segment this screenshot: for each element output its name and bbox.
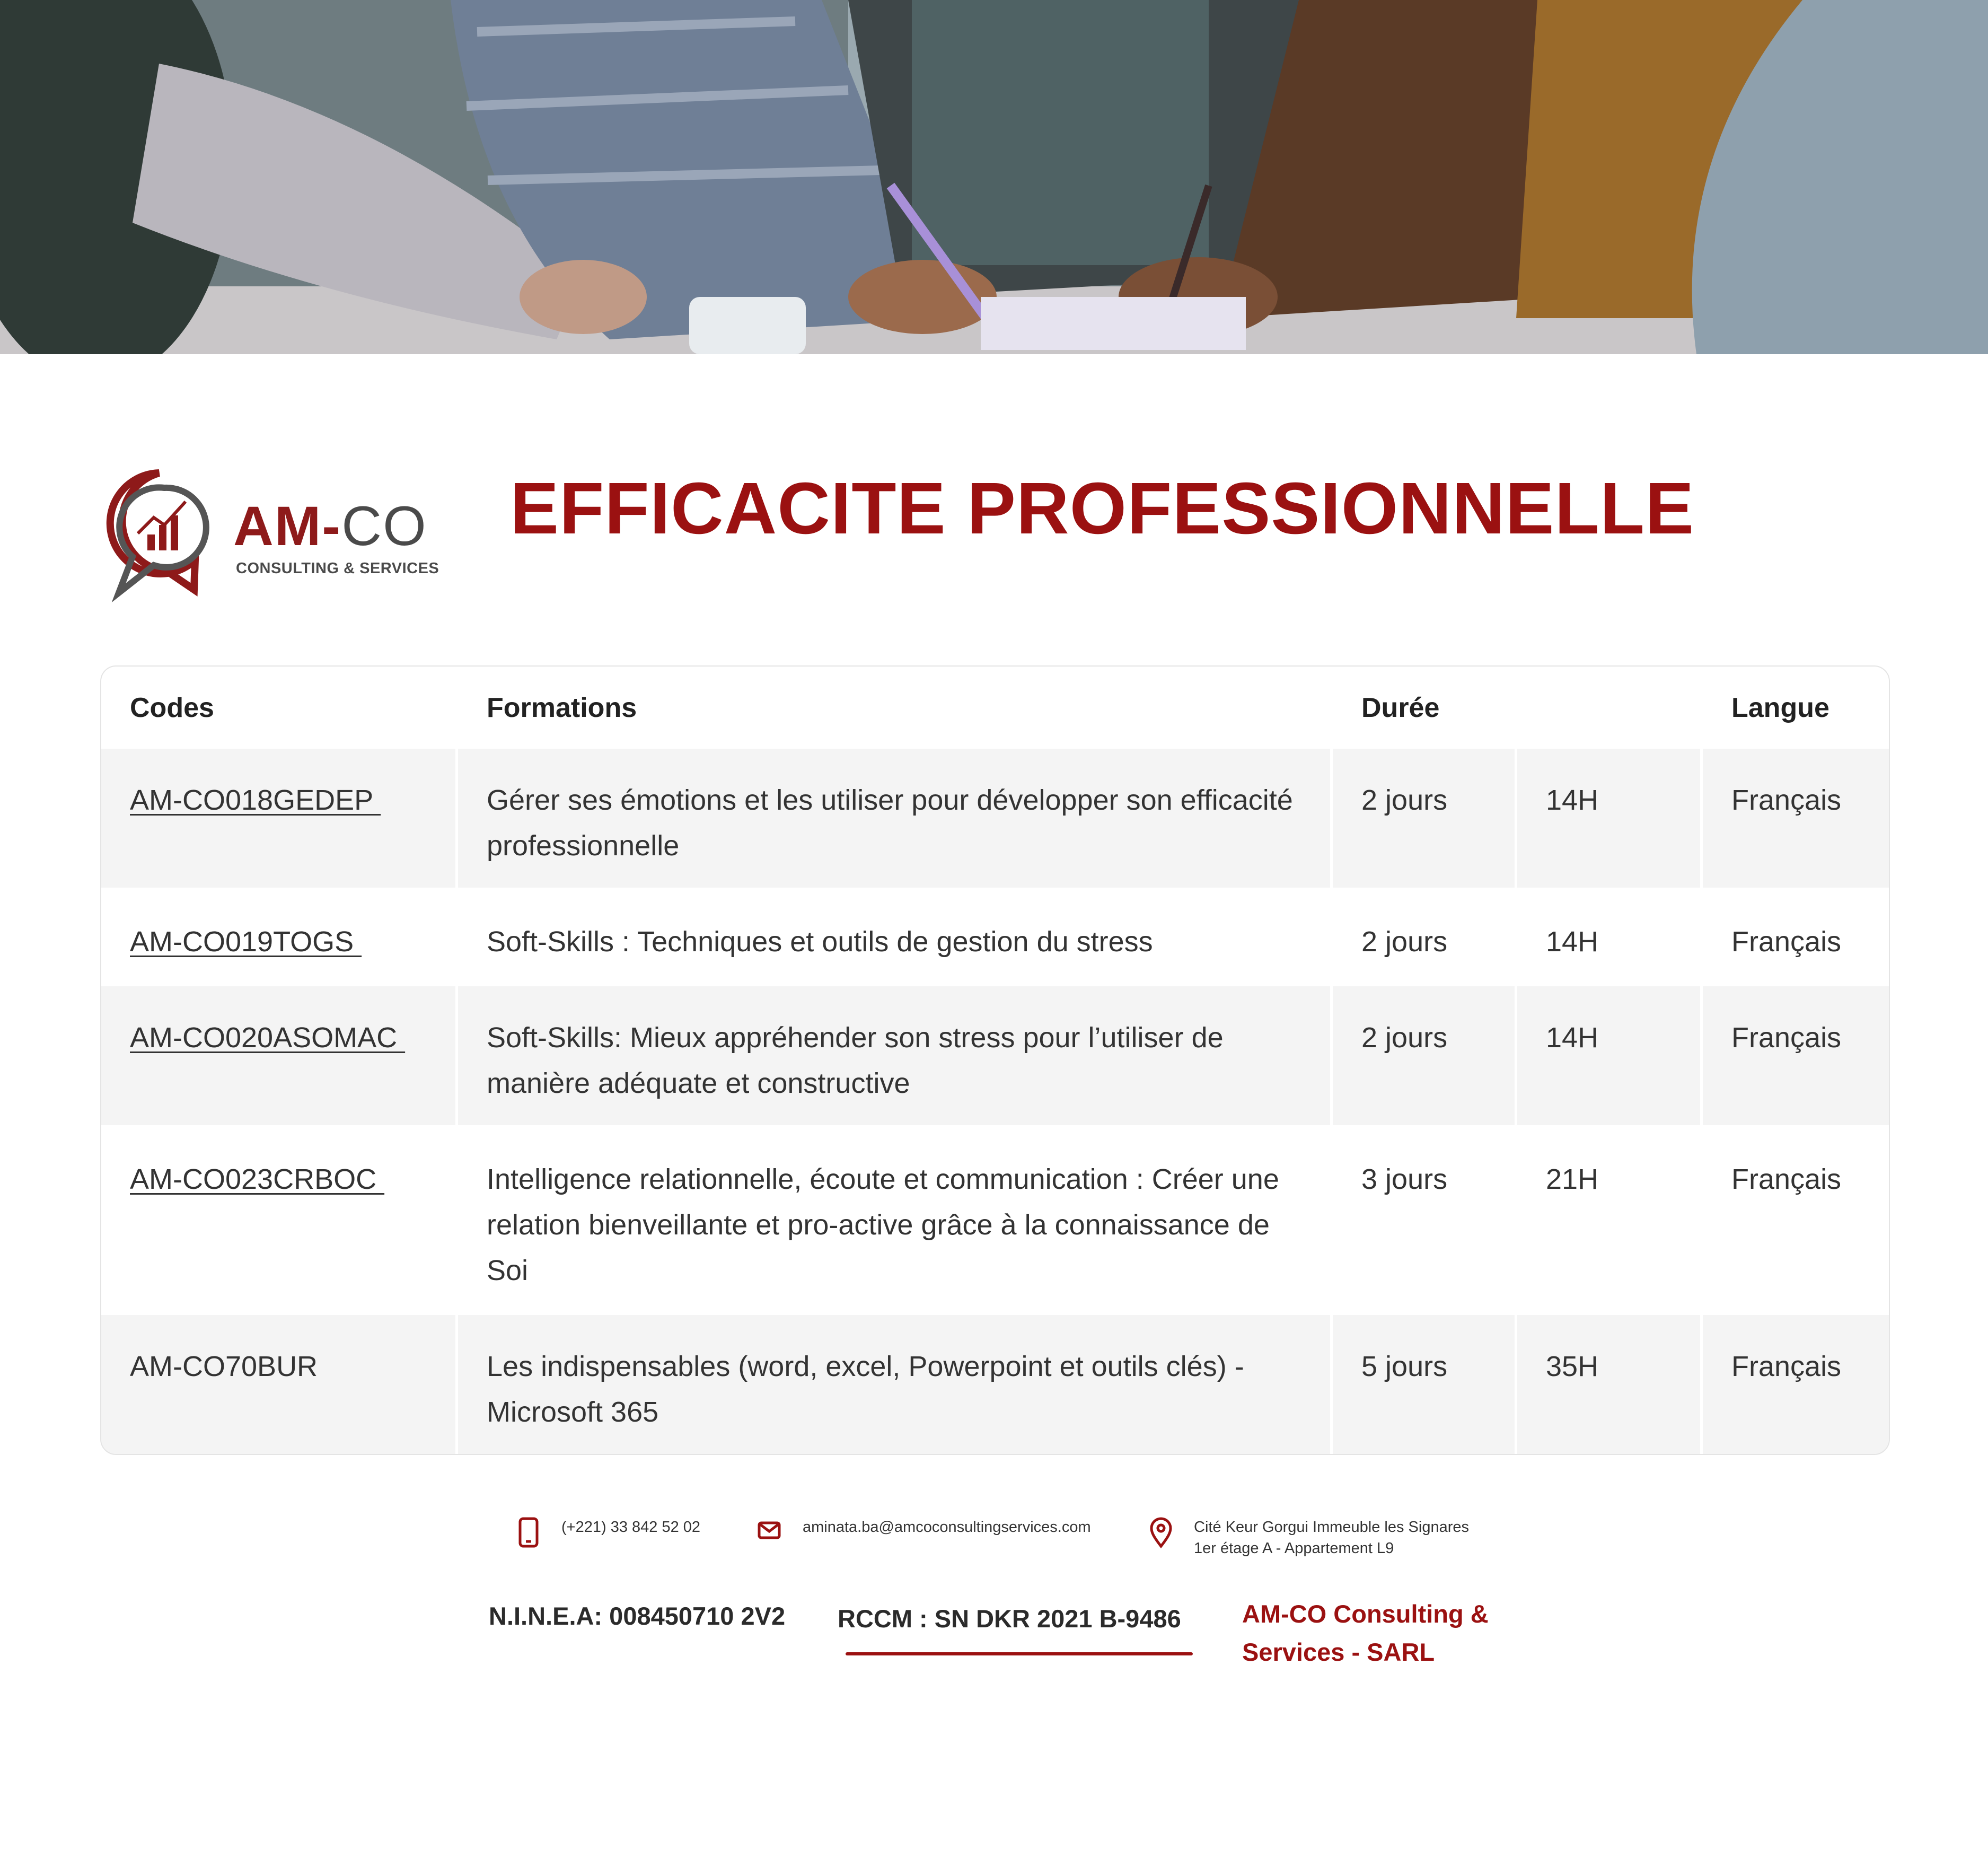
page-title: EFFICACITE PROFESSIONNELLE — [510, 468, 1695, 549]
email-address: aminata.ba@amcoconsultingservices.com — [803, 1519, 1091, 1536]
table-row — [101, 749, 1889, 888]
cell-langue: Français — [1703, 888, 1889, 984]
cell-duree: 5 jours — [1333, 1312, 1517, 1454]
ninea: N.I.N.E.A: 008450710 2V2 — [489, 1602, 786, 1630]
speech-bubble-chart-icon — [101, 467, 233, 604]
course-code-link[interactable]: AM-CO020ASOMAC — [130, 1022, 406, 1054]
table-row — [101, 1125, 1889, 1312]
cell-heures: 14H — [1517, 888, 1703, 984]
company-line-2: Services - SARL — [1242, 1638, 1435, 1666]
logo-subtitle: CONSULTING & SERVICES — [236, 560, 439, 577]
cell-formation: Soft-Skills : Techniques et outils de gestion du stress — [458, 888, 1333, 984]
footer-email — [757, 1517, 1091, 1548]
formations-table — [100, 665, 1890, 1455]
footer-address — [1149, 1517, 1469, 1559]
course-code-link[interactable]: AM-CO023CRBOC — [130, 1163, 385, 1195]
cell-code — [101, 749, 458, 888]
cell-formation: Gérer ses émotions et les utiliser pour développer son efficacité professionnelle — [458, 749, 1333, 888]
cell-langue: Français — [1703, 1125, 1889, 1312]
logo-wordmark — [233, 495, 427, 557]
table-row — [101, 888, 1889, 984]
company-line-1: AM-CO Consulting & — [1242, 1600, 1489, 1628]
table-row — [101, 984, 1889, 1125]
course-code-link[interactable]: AM-CO018GEDEP — [130, 784, 381, 816]
cell-duree: 3 jours — [1333, 1125, 1517, 1312]
cell-langue: Français — [1703, 1312, 1889, 1454]
location-pin-icon — [1149, 1517, 1173, 1548]
course-code-link[interactable]: AM-CO019TOGS — [130, 926, 362, 958]
header-heures — [1517, 667, 1703, 749]
footer-phone — [517, 1517, 700, 1548]
address-line-2: 1er étage A - Appartement L9 — [1194, 1540, 1394, 1557]
table-row — [101, 1312, 1889, 1454]
cell-code — [101, 1312, 458, 1454]
cell-heures: 14H — [1517, 749, 1703, 888]
header-langue: Langue — [1703, 667, 1889, 749]
logo-word-co: CO — [341, 495, 427, 557]
company-name — [1242, 1595, 1489, 1671]
course-code: AM-CO70BUR — [130, 1351, 318, 1382]
cell-duree: 2 jours — [1333, 888, 1517, 984]
logo-word-dash: - — [322, 495, 342, 557]
cell-heures: 21H — [1517, 1125, 1703, 1312]
cell-langue: Français — [1703, 984, 1889, 1125]
cell-langue: Français — [1703, 749, 1889, 888]
phone-number: (+221) 33 842 52 02 — [561, 1519, 701, 1536]
address-text — [1194, 1517, 1469, 1559]
cell-duree: 2 jours — [1333, 984, 1517, 1125]
header-duree: Durée — [1333, 667, 1517, 749]
address-line-1: Cité Keur Gorgui Immeuble les Signares — [1194, 1519, 1470, 1536]
rccm-underline — [846, 1652, 1193, 1655]
hero-photo — [0, 0, 1988, 354]
phone-icon — [517, 1517, 540, 1548]
cell-heures: 14H — [1517, 984, 1703, 1125]
header-codes: Codes — [101, 667, 458, 749]
header-formations: Formations — [458, 667, 1333, 749]
mail-icon — [757, 1517, 781, 1548]
rccm: RCCM : SN DKR 2021 B-9486 — [838, 1605, 1181, 1633]
cell-code — [101, 984, 458, 1125]
cell-code — [101, 888, 458, 984]
cell-formation: Intelligence relationnelle, écoute et communication : Créer une relation bienveillante et pro-active grâce à la connaissance de Soi — [458, 1125, 1333, 1312]
cell-formation: Soft-Skills: Mieux appréhender son stress pour l’utiliser de manière adéquate et constructive — [458, 984, 1333, 1125]
logo-word-am: AM — [233, 495, 322, 557]
cell-code — [101, 1125, 458, 1312]
table-header-row — [101, 667, 1889, 749]
footer — [0, 1517, 1988, 1729]
cell-duree: 2 jours — [1333, 749, 1517, 888]
meeting-photo-illustration — [0, 0, 1988, 354]
cell-heures: 35H — [1517, 1312, 1703, 1454]
amco-logo — [101, 467, 440, 604]
cell-formation: Les indispensables (word, excel, Powerpoint et outils clés) - Microsoft 365 — [458, 1312, 1333, 1454]
